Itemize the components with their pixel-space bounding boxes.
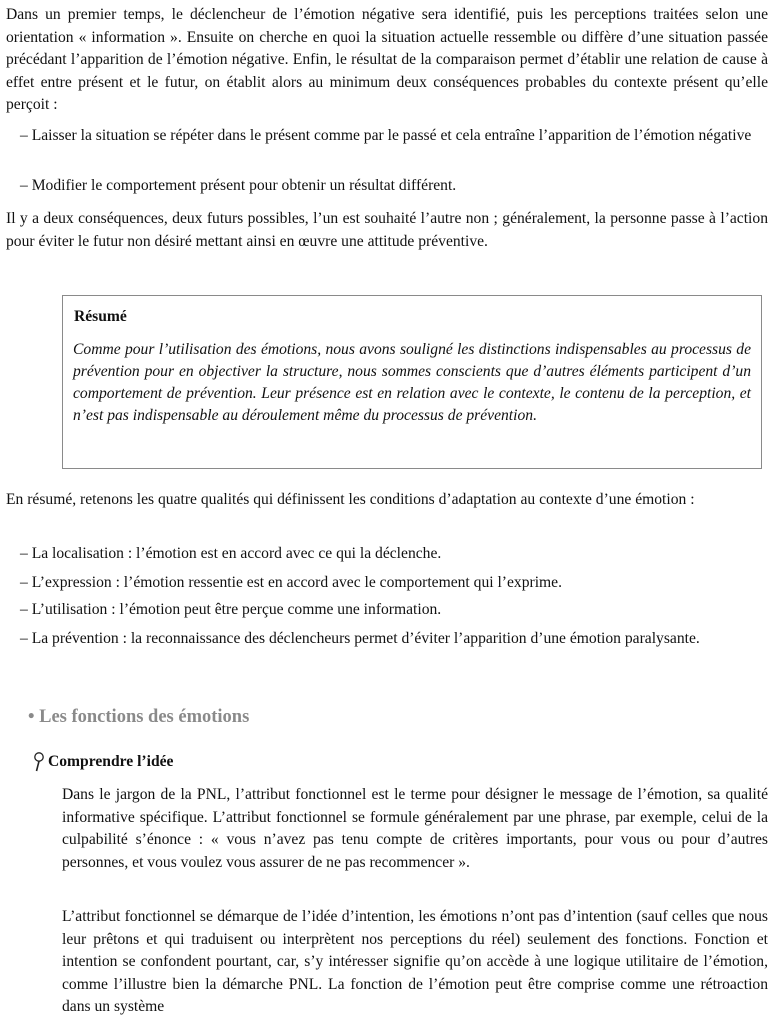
quality-item: – L’expression : l’émotion ressentie est en accord avec le comportement qui l’exprime.: [20, 574, 562, 591]
idea-heading-text: Comprendre l’idée: [48, 753, 174, 770]
futures-paragraph: Il y a deux conséquences, deux futurs possibles, l’un est souhaité l’autre non ; généralement, la personne passe à l’action pour éviter le futur non désiré mettant ainsi en œuvre une attitude préventive.: [6, 210, 768, 250]
consequence-item: – Laisser la situation se répéter dans le présent comme par le passé et cela entraîne l’apparition de l’émotion négative: [20, 127, 752, 144]
intro-paragraph: Dans un premier temps, le déclencheur de l’émotion négative sera identifié, puis les perceptions traitées selon une orientation « information ». Ensuite on cherche en quoi la situation actuelle ressemble ou diffère d’une situation passée précédant l’apparition de l’émotion négative. Enfin, le résultat de la comparaison permet d’établir une relation de cause à effet entre présent et le futur, on établit alors au minimum deux conséquences probables du contexte présent qu’elle perçoit :: [6, 6, 768, 114]
quality-item: – La prévention : la reconnaissance des déclencheurs permet d’éviter l’apparition d’une émotion paralysante.: [20, 630, 700, 647]
section-title: • Les fonctions des émotions: [28, 707, 250, 727]
summary-title: Résumé: [74, 308, 127, 325]
consequence-item: – Modifier le comportement présent pour obtenir un résultat différent.: [20, 177, 457, 194]
idea-paragraph-2: L’attribut fonctionnel se démarque de l’idée d’intention, les émotions n’ont pas d’intention (sauf celles que nous leur prêtons et qui traduisent ou interprètent nos perceptions du réel) seulement des fonctions. Fonction et intention se confondent pourtant, car, s’y intéresser signifie qu’on accède à une logique utilitaire de l’émotion, comme l’illustre bien la démarche PNL. La fonction de l’émotion peut être comprise comme une rétroaction dans un système: [62, 908, 768, 1016]
summary-box: [62, 295, 762, 469]
quality-item: – La localisation : l’émotion est en accord avec ce qui la déclenche.: [20, 545, 442, 562]
magnifier-icon: [32, 751, 48, 773]
idea-paragraph-1: Dans le jargon de la PNL, l’attribut fonctionnel est le terme pour désigner le message de l’émotion, sa qualité informative spécifique. L’attribut fonctionnel se formule généralement par une phrase, par exemple, celui de la culpabilité s’énonce : « vous n’avez pas tenu compte de critères importants, pour vous ou pour d’autres personnes, et vous voulez vous assurer de ne pas recommencer ».: [62, 786, 768, 871]
recap-intro: En résumé, retenons les quatre qualités qui définissent les conditions d’adaptation au contexte d’une émotion :: [6, 491, 695, 508]
summary-text: Comme pour l’utilisation des émotions, nous avons souligné les distinctions indispensables au processus de prévention pour en objectiver la structure, nous sommes conscients que d’autres éléments participent d’un comportement de prévention. Leur présence est en relation avec le contexte, le contenu de la perception, et n’est pas indispensable au déroulement même du processus de prévention.: [73, 341, 751, 424]
quality-item: – L’utilisation : l’émotion peut être perçue comme une information.: [20, 601, 442, 618]
idea-heading: [32, 751, 173, 774]
